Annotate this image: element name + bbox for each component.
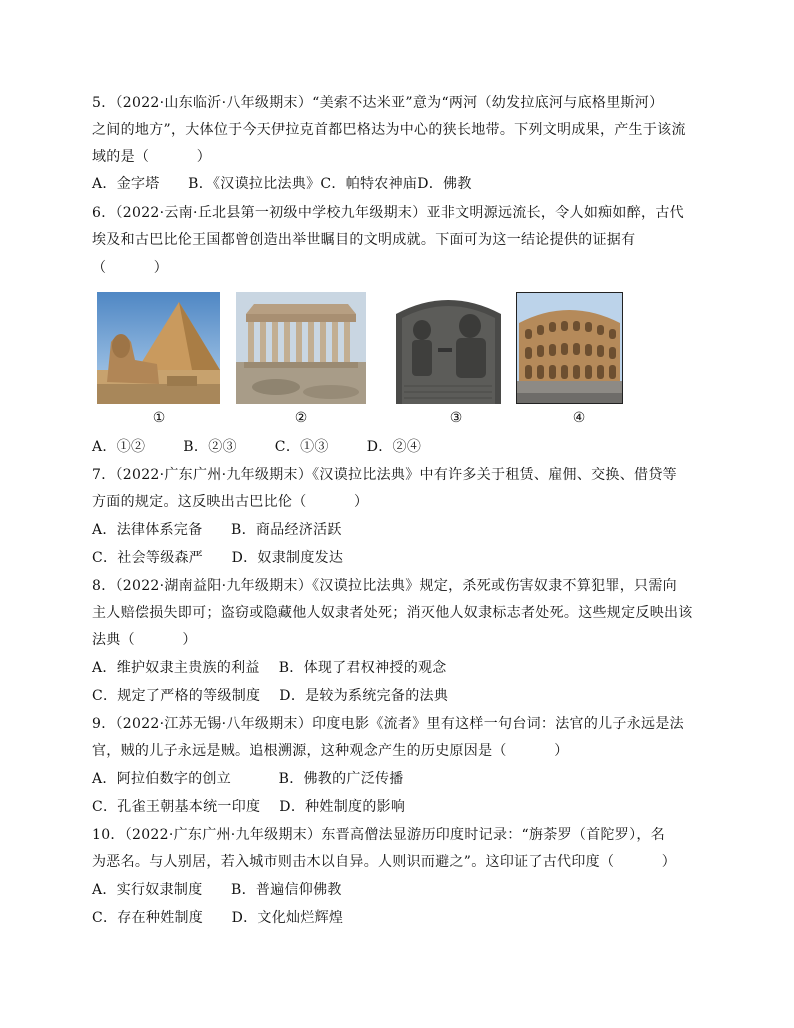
- q8-stem-line1: 8．（2022·湖南益阳·九年级期末）《汉谟拉比法典》规定，杀死或伤害奴隶不算犯罪，只需向: [92, 578, 677, 594]
- q10-options-row2: C．存在种姓制度 D．文化灿烂辉煌: [92, 910, 344, 926]
- hammurabi-stele-photo: [392, 292, 505, 404]
- q6-stem-line1: 6．（2022·云南·丘北县第一初级中学校九年级期末）亚非文明源远流长，令人如痴如醉，古代: [92, 205, 684, 221]
- image-caption-4: ④: [572, 410, 586, 426]
- q9-options-row1: A．阿拉伯数字的创立 B．佛教的广泛传播: [92, 771, 404, 787]
- q10-stem-line1: 10．（2022·广东广州·九年级期末）东晋高僧法显游历印度时记录：“旃荼罗（首陀罗），名: [92, 827, 665, 843]
- q7-stem-line1: 7．（2022·广东广州·九年级期末）《汉谟拉比法典》中有许多关于租赁、雇佣、交换、借贷等: [92, 467, 677, 483]
- image-caption-2: ②: [294, 410, 308, 426]
- q7-options-row1: A．法律体系完备 B．商品经济活跃: [92, 522, 342, 538]
- q10-stem-line2: 为恶名。与人别居，若入城市则击木以自异。人则识而避之”。这印证了古代印度（ ）: [92, 854, 677, 870]
- q9-stem-line2: 官，贼的儿子永远是贼。追根溯源，这种观念产生的历史原因是（ ）: [92, 743, 569, 759]
- q6-stem-line3: （ ）: [92, 260, 169, 276]
- q5-stem-line2: 之间的地方”，大体位于今天伊拉克首都巴格达为中心的狭长地带。下列文明成果，产生于该流: [92, 122, 686, 138]
- parthenon-photo: [236, 292, 366, 404]
- q9-options-row2: C．孔雀王朝基本统一印度 D．种姓制度的影响: [92, 799, 406, 815]
- sphinx-pyramid-photo: [97, 292, 220, 404]
- q5-stem-line1: 5．（2022·山东临沂·八年级期末）“美索不达米亚”意为“两河（幼发拉底河与底格里斯河）: [92, 95, 664, 111]
- q6-stem-line2: 埃及和古巴比伦王国都曾创造出举世瞩目的文明成就。下面可为这一结论提供的证据有: [92, 232, 636, 248]
- image-caption-1: ①: [152, 410, 166, 426]
- q8-options-row2: C．规定了严格的等级制度 D．是较为系统完备的法典: [92, 688, 449, 704]
- q8-stem-line2: 主人赔偿损失即可；盗窃或隐藏他人奴隶者处死；消灭他人奴隶标志者处死。这些规定反映出该: [92, 605, 693, 621]
- q6-options: A．①② B．②③ C．①③ D．②④: [92, 439, 422, 455]
- q9-stem-line1: 9．（2022·江苏无锡·八年级期末）印度电影《流者》里有这样一句台词：法官的儿子永远是法: [92, 716, 684, 732]
- image-caption-3: ③: [449, 410, 463, 426]
- q5-options: A．金字塔 B．《汉谟拉比法典》C．帕特农神庙D．佛教: [92, 176, 472, 192]
- q5-stem-line3: 域的是（ ）: [92, 149, 212, 165]
- q8-stem-line3: 法典（ ）: [92, 632, 197, 648]
- q7-options-row2: C．社会等级森严 D．奴隶制度发达: [92, 550, 344, 566]
- q7-stem-line2: 方面的规定。这反映出古巴比伦（ ）: [92, 494, 369, 510]
- q10-options-row1: A．实行奴隶制度 B．普遍信仰佛教: [92, 882, 342, 898]
- colosseum-photo: [516, 292, 623, 404]
- q8-options-row1: A．维护奴隶主贵族的利益 B．体现了君权神授的观念: [92, 660, 447, 676]
